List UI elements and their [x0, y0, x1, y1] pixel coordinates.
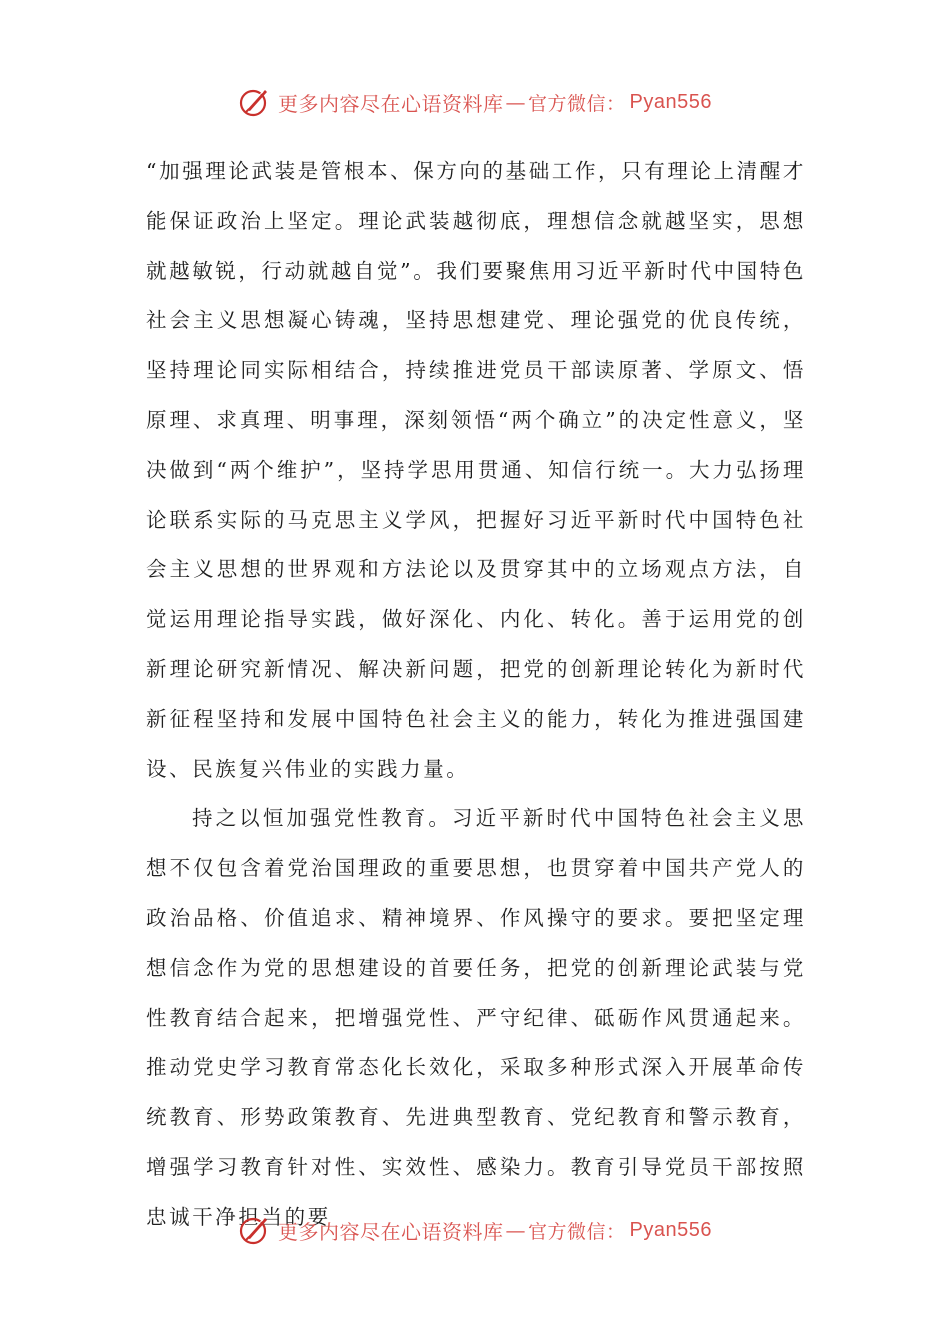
header-watermark [0, 80, 950, 124]
quill-circle-icon [238, 85, 272, 119]
watermark-brand: 更多内容尽在心语资料库 [278, 91, 504, 116]
watermark-wechat-id: Pyan556 [629, 1218, 712, 1241]
watermark-dash: — [505, 1218, 526, 1242]
paragraph-1: “加强理论武装是管根本、保方向的基础工作，只有理论上清醒才能保证政治上坚定。理论武装越彻底，理想信念就越坚实，思想就越敏锐，行动就越自觉”。我们要聚焦用习近平新时代中国特色社会主义思想凝心铸魂，坚持思想建党、理论强党的优良传统，坚持理论同实际相结合，持续推进党员干部读原著、学原文、悟原理、求真理、明事理，深刻领悟“两个确立”的决定性意义，坚决做到“两个维护”，坚持学思用贯通、知信行统一。大力弘扬理论联系实际的马克思主义学风，把握好习近平新时代中国特色社会主义思想的世界观和方法论以及贯穿其中的立场观点方法，自觉运用理论指导实践，做好深化、内化、转化。善于运用党的创新理论研究新情况、解决新问题，把党的创新理论转化为新时代新征程坚持和发展中国特色社会主义的能力，转化为推进强国建设、民族复兴伟业的实践力量。 [146, 159, 806, 781]
watermark-wechat-label: 官方微信： [528, 1220, 626, 1243]
watermark-wechat-id: Pyan556 [629, 90, 712, 113]
quill-circle-icon [238, 1213, 272, 1247]
watermark-dash: — [505, 90, 526, 114]
watermark-brand: 更多内容尽在心语资料库 [278, 1219, 504, 1244]
footer-watermark [0, 1208, 950, 1252]
watermark-wechat-label: 官方微信： [528, 92, 626, 115]
paragraph-2: 持之以恒加强党性教育。习近平新时代中国特色社会主义思想不仅包含着党治国理政的重要思想，也贯穿着中国共产党人的政治品格、价值追求、精神境界、作风操守的要求。要把坚定理想信念作为党的思想建设的首要任务，把党的创新理论武装与党性教育结合起来，把增强党性、严守纪律、砥砺作风贯通起来。推动党史学习教育常态化长效化，采取多种形式深入开展革命传统教育、形势政策教育、先进典型教育、党纪教育和警示教育，增强学习教育针对性、实效性、感染力。教育引导党员干部按照忠诚干净担当的要 [146, 806, 806, 1229]
document-body [146, 147, 806, 1243]
